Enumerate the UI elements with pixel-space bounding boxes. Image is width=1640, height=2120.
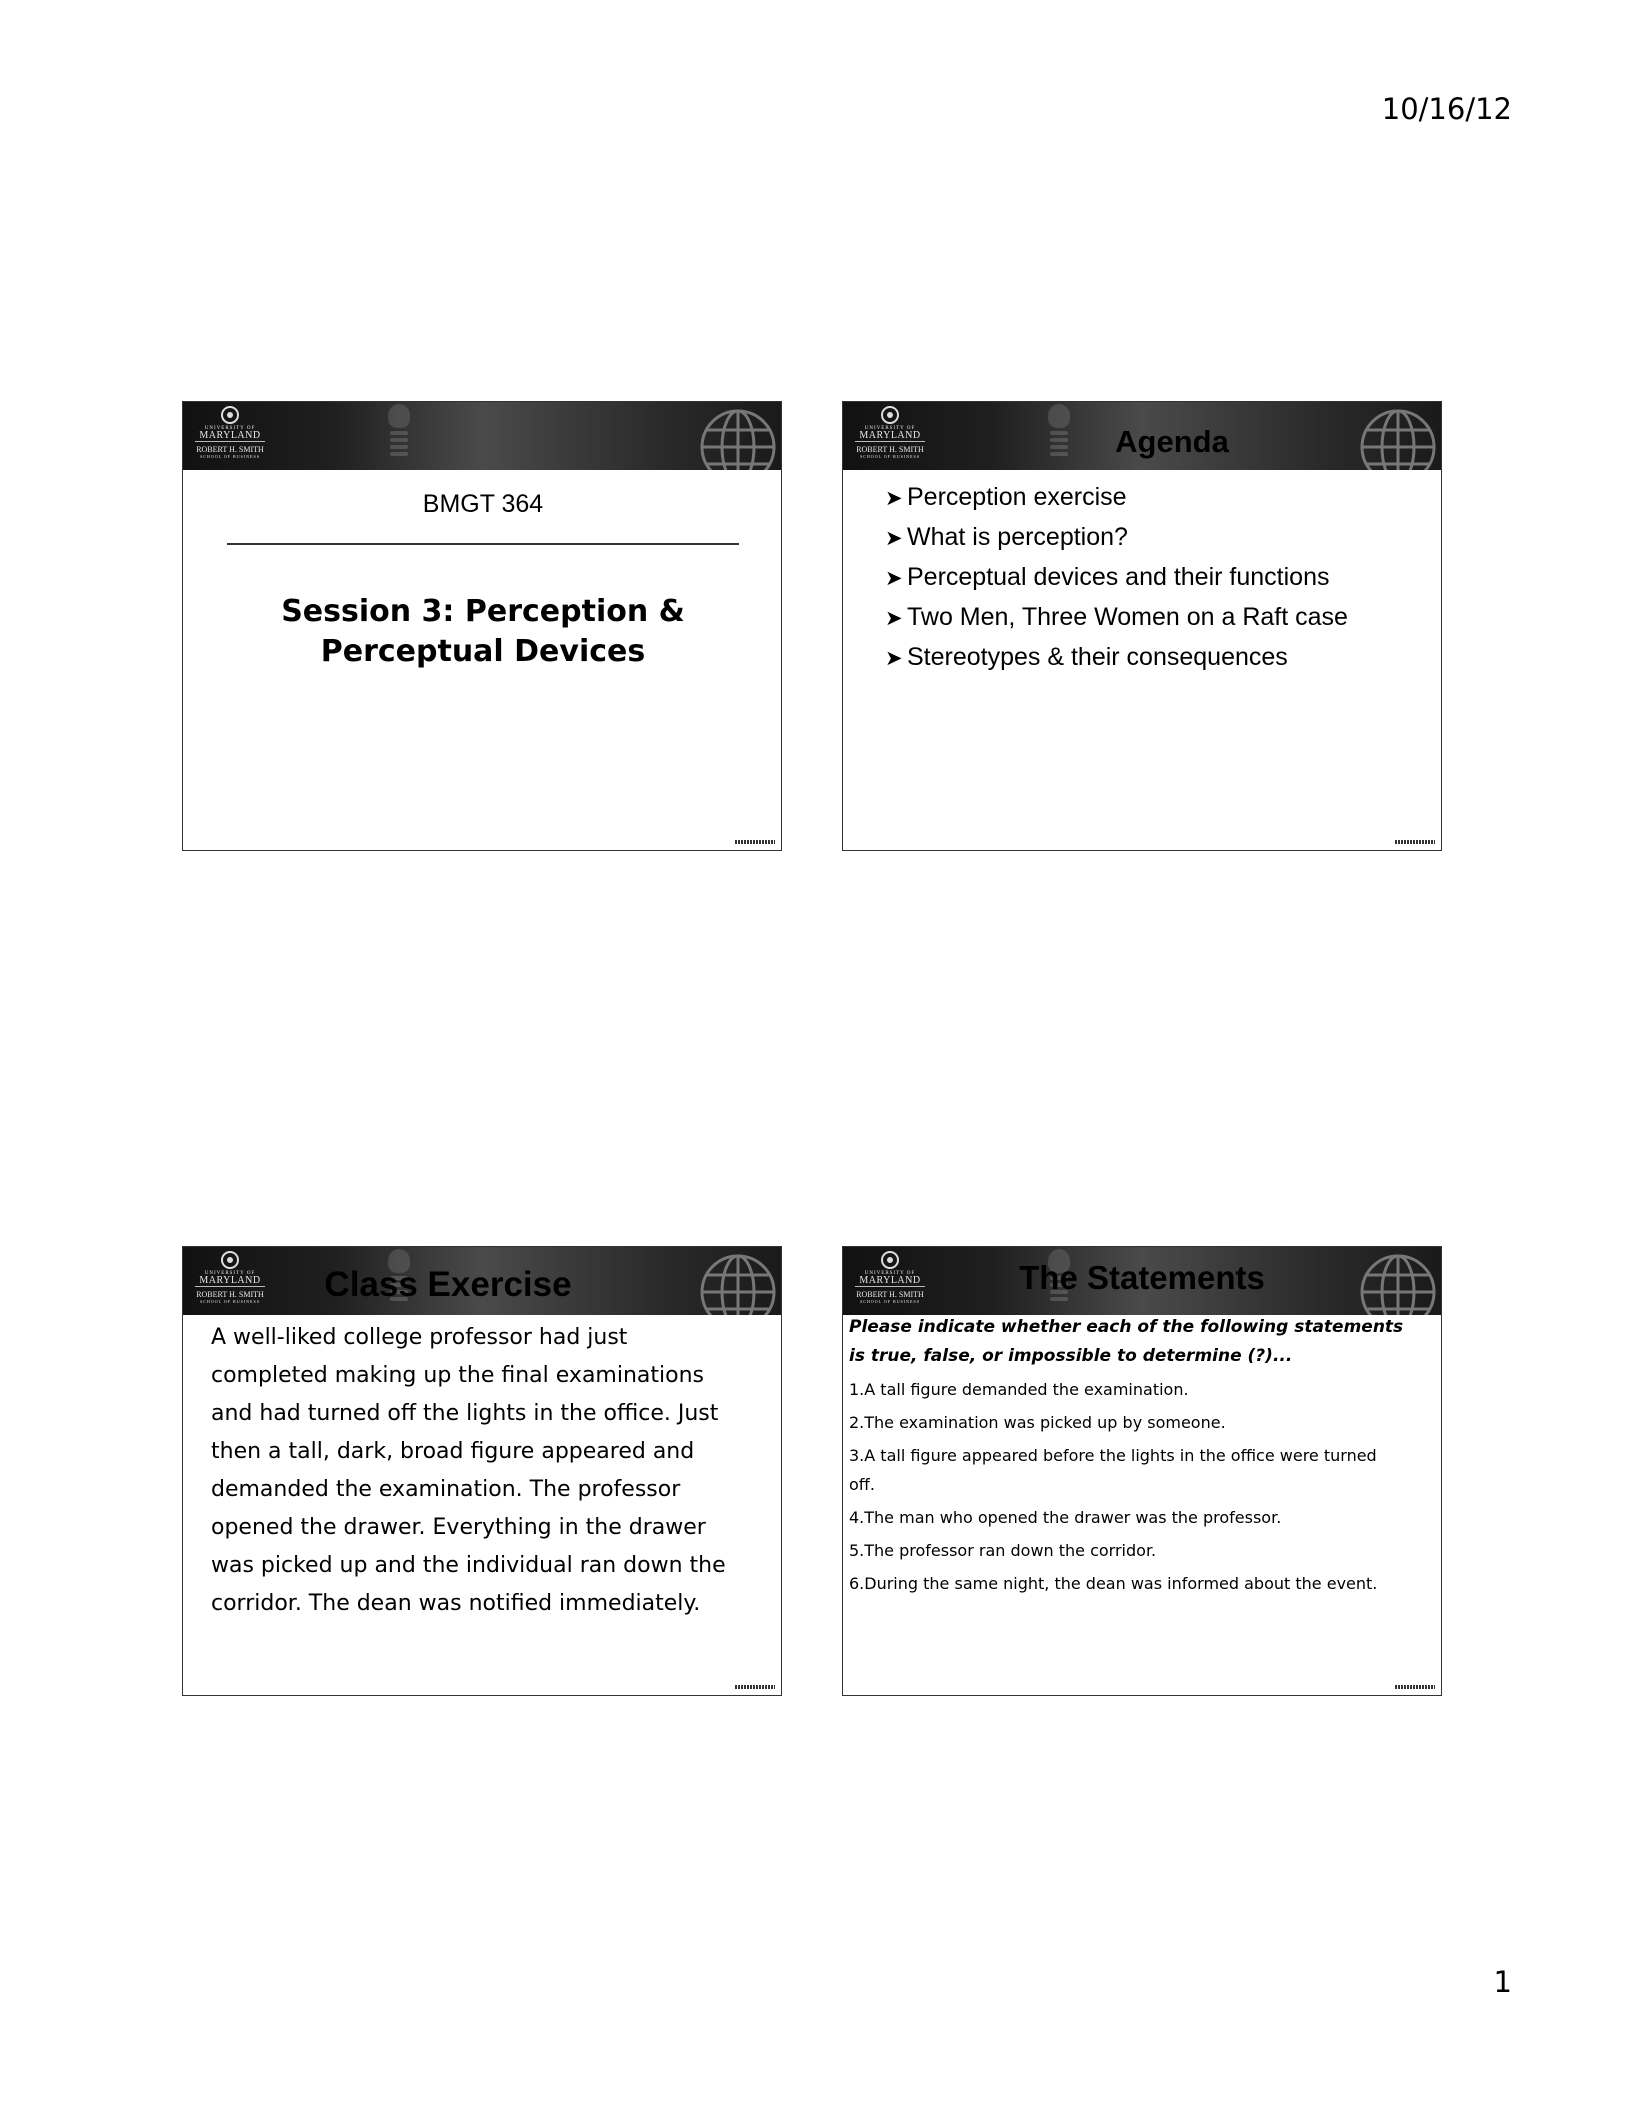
logo-line-4: SCHOOL OF BUSINESS [860, 454, 920, 459]
arrow-bullet-icon: ➤ [885, 527, 903, 550]
statement-line: 6.During the same night, the dean was informed about the event. [849, 1574, 1378, 1593]
logo-line-1: UNIVERSITY OF [864, 426, 916, 431]
text-line: demanded the examination. The professor [211, 1477, 681, 1502]
logo-line-1: UNIVERSITY OF [204, 1271, 256, 1276]
globe-icon [697, 406, 779, 470]
logo-line-4: SCHOOL OF BUSINESS [860, 1299, 920, 1304]
arrow-bullet-icon: ➤ [885, 607, 903, 630]
list-item [885, 558, 1348, 598]
logo-line-4: SCHOOL OF BUSINESS [200, 454, 260, 459]
statements-list [849, 1313, 1433, 1598]
logo-line-1: UNIVERSITY OF [864, 1271, 916, 1276]
title-line-1: Session 3: Perception & [281, 594, 685, 629]
logo-line-2: MARYLAND [855, 431, 925, 442]
statement-line: off. [849, 1475, 875, 1494]
slide-title [182, 401, 782, 851]
slide-banner [843, 1247, 1441, 1315]
logo-line-2: MARYLAND [195, 1276, 265, 1287]
logo-line-3: ROBERT H. SMITH [856, 1290, 924, 1299]
list-item-label: What is perception? [907, 523, 1128, 551]
list-item-label: Perception exercise [907, 483, 1127, 511]
divider [227, 543, 739, 545]
logo-line-3: ROBERT H. SMITH [856, 445, 924, 454]
title-line-2: Perceptual Devices [320, 634, 646, 669]
text-line: then a tall, dark, broad figure appeared and [211, 1439, 695, 1464]
text-line: and had turned off the lights in the office. Just [211, 1401, 719, 1426]
text-line: completed making up the final examinations [211, 1363, 704, 1388]
logo-line-3: ROBERT H. SMITH [196, 445, 264, 454]
logo-line-1: UNIVERSITY OF [204, 426, 256, 431]
slide-heading: The Statements [1019, 1259, 1265, 1296]
list-item-label: Stereotypes & their consequences [907, 643, 1288, 671]
logo-line-2: MARYLAND [195, 431, 265, 442]
page-date: 10/16/12 [1381, 92, 1512, 126]
text-line: corridor. The dean was notified immediately. [211, 1591, 701, 1616]
statements-intro [849, 1313, 1433, 1371]
slide-statements [842, 1246, 1442, 1696]
statement-item [849, 1375, 1433, 1404]
copyright-mark [735, 1685, 775, 1689]
slide-heading: Class Exercise [324, 1265, 572, 1304]
logo-line-3: ROBERT H. SMITH [196, 1290, 264, 1299]
slide-banner [183, 1247, 781, 1315]
exercise-text [211, 1319, 767, 1623]
statement-line: 2.The examination was picked up by someone. [849, 1413, 1226, 1432]
statement-item [849, 1441, 1433, 1499]
logo-line-2: MARYLAND [855, 1276, 925, 1287]
slide-title-text [183, 592, 782, 672]
intro-line: Please indicate whether each of the following statements [849, 1317, 1404, 1337]
slide-heading: Agenda [1115, 424, 1229, 459]
statement-item [849, 1536, 1433, 1565]
list-item-label: Two Men, Three Women on a Raft case [907, 603, 1348, 631]
light-bulb-icon [388, 402, 410, 470]
list-item-label: Perceptual devices and their functions [907, 563, 1330, 591]
copyright-mark [735, 840, 775, 844]
list-item [885, 478, 1348, 518]
course-code: BMGT 364 [422, 490, 544, 518]
statement-line: 3.A tall figure appeared before the lights in the office were turned [849, 1446, 1377, 1465]
statement-item [849, 1569, 1433, 1598]
list-item [885, 638, 1348, 678]
agenda-list [885, 478, 1348, 678]
statement-item [849, 1408, 1433, 1437]
slide-class-exercise [182, 1246, 782, 1696]
slide-banner [843, 402, 1441, 470]
slide-banner [183, 402, 781, 470]
statement-line: 4.The man who opened the drawer was the professor. [849, 1508, 1282, 1527]
logo-line-4: SCHOOL OF BUSINESS [200, 1299, 260, 1304]
page-number: 1 [1493, 1965, 1512, 1999]
university-seal-icon [221, 406, 239, 424]
university-seal-icon [881, 406, 899, 424]
list-item [885, 518, 1348, 558]
statement-line: 5.The professor ran down the corridor. [849, 1541, 1157, 1560]
statement-item [849, 1503, 1433, 1532]
arrow-bullet-icon: ➤ [885, 487, 903, 510]
slide-agenda [842, 401, 1442, 851]
text-line: opened the drawer. Everything in the drawer [211, 1515, 706, 1540]
copyright-mark [1395, 1685, 1435, 1689]
text-line: A well-liked college professor had just [211, 1325, 628, 1350]
arrow-bullet-icon: ➤ [885, 567, 903, 590]
arrow-bullet-icon: ➤ [885, 647, 903, 670]
copyright-mark [1395, 840, 1435, 844]
statement-line: 1.A tall figure demanded the examination. [849, 1380, 1189, 1399]
text-line: was picked up and the individual ran down the [211, 1553, 726, 1578]
list-item [885, 598, 1348, 638]
university-logo [189, 406, 271, 466]
intro-line: is true, false, or impossible to determine (?)... [849, 1346, 1293, 1366]
